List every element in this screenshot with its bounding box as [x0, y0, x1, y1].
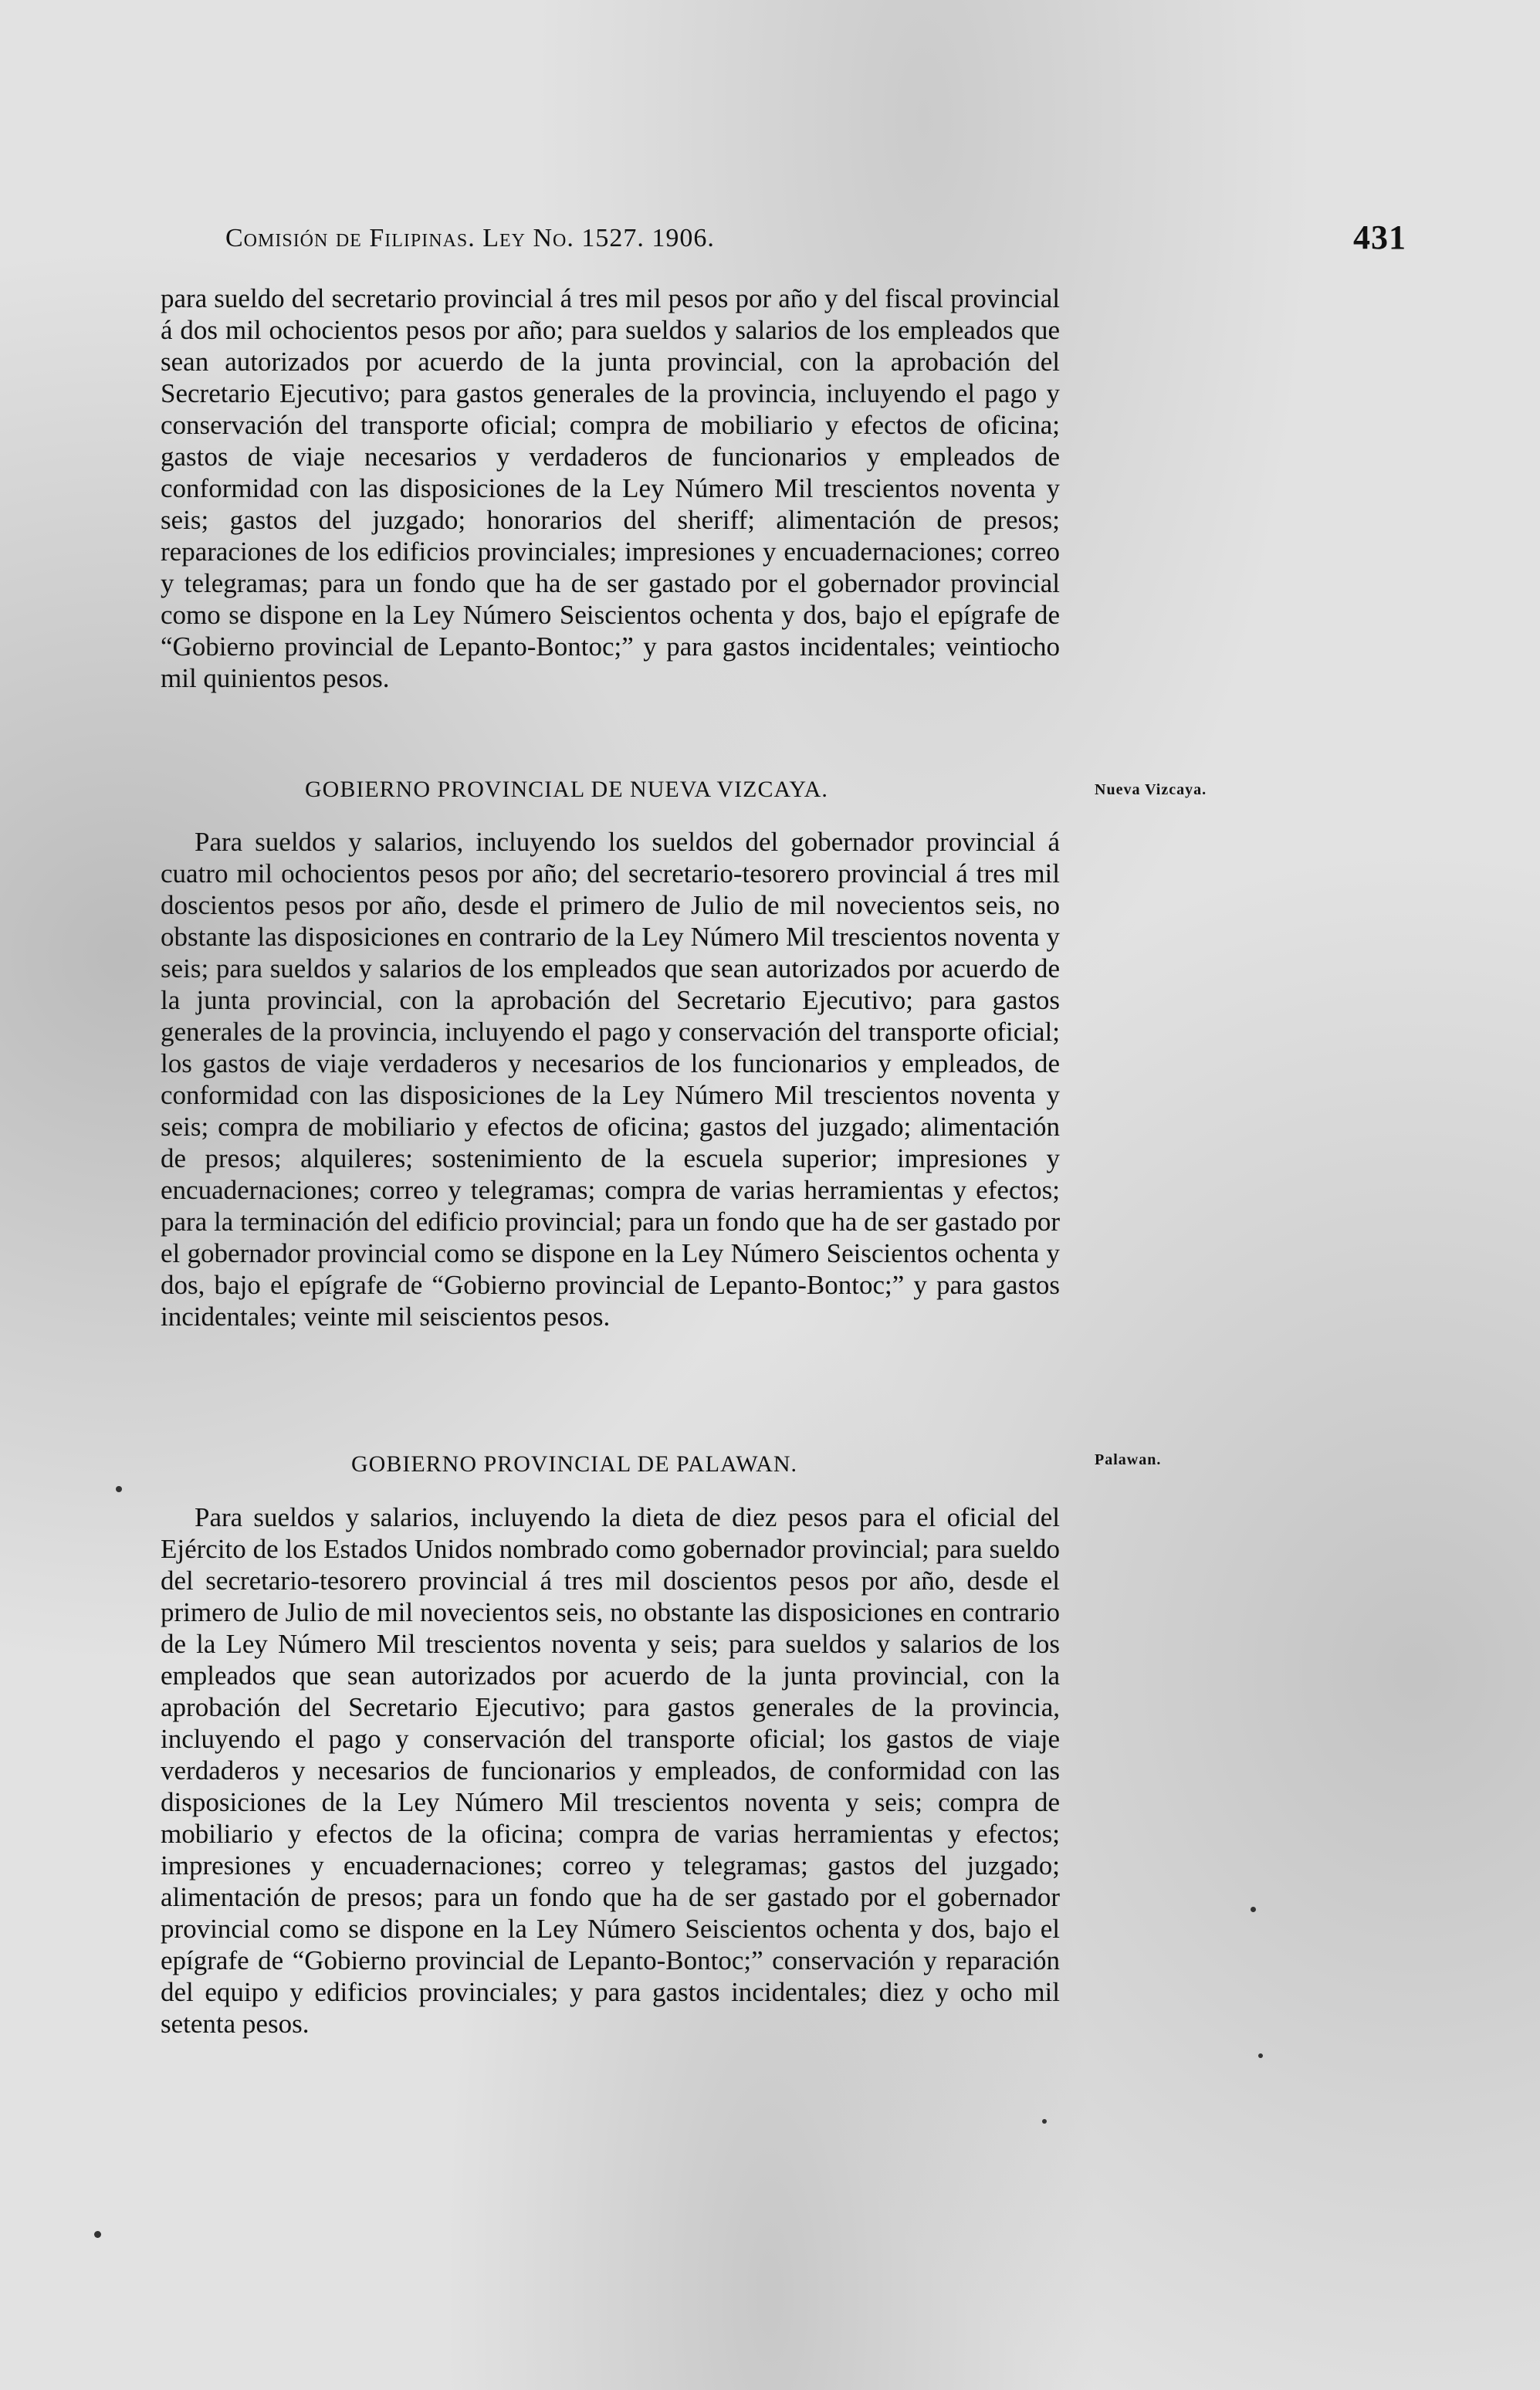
- scan-speck: [1042, 2119, 1047, 2124]
- section-heading-nueva-vizcaya: GOBIERNO PROVINCIAL DE NUEVA VIZCAYA.: [305, 777, 828, 802]
- scan-speck: [94, 2231, 101, 2238]
- section-heading-palawan: GOBIERNO PROVINCIAL DE PALAWAN.: [351, 1451, 798, 1477]
- scan-speck: [1258, 2053, 1263, 2058]
- page-number: 431: [1353, 218, 1406, 256]
- paragraph-palawan: Para sueldos y salarios, incluyendo la dieta de diez pesos para el oficial del Ejército de los Estados Unidos nombrado como gobernador provincial; para sueldo del secretario-tesorero provincial á tres mil doscientos pesos por año, desde el primero de Julio de mil novecientos seis, no obstante las disposiciones en contrario de la Ley Número Mil trescientos noventa y seis; para sueldos y salarios de los empleados que sean autorizados por acuerdo de la junta provincial, con la aprobación del Secretario Ejecutivo; para gastos generales de la provincia, incluyendo el pago y conservación del transporte oficial; los gastos de viaje verdaderos y necesarios de funcionarios y empleados, de conformidad con las disposiciones de la Ley Número Mil trescientos noventa y seis; compra de mobiliario y efectos de la oficina; compra de varias herramientas y efectos; impresiones y encuadernaciones; correo y telegramas; gastos del juzgado; alimentación de presos; para un fondo que ha de ser gastado por el gobernador provincial como se dispone en la Ley Número Seiscientos ochenta y dos, bajo el epígrafe de “Gobierno provincial de Lepanto-Bontoc;” conservación y reparación del equipo y edificios provinciales; y para gastos incidentales; diez y ocho mil setenta pesos.: [161, 1502, 1060, 2039]
- scan-speck: [116, 1486, 122, 1492]
- margin-note-palawan: Palawan.: [1095, 1451, 1162, 1468]
- running-head: Comisión de Filipinas. Ley No. 1527. 1906.: [225, 224, 715, 252]
- page-header: [225, 218, 1406, 256]
- paragraph-intro: para sueldo del secretario provincial á tres mil pesos por año y del fiscal provincial á dos mil ochocientos pesos por año; para sueldos y salarios de los empleados que sean autorizados por acuerdo de la junta provincial, con la aprobación del Secretario Ejecutivo; para gastos generales de la provincia, incluyendo el pago y conservación del transporte oficial; compra de mobiliario y efectos de oficina; gastos de viaje necesarios y verdaderos de funcionarios y empleados de conformidad con las disposiciones de la Ley Número Mil trescientos noventa y seis; gastos del juzgado; honorarios del sheriff; alimentación de presos; reparaciones de los edificios provinciales; impresiones y encuadernaciones; correo y telegramas; para un fondo que ha de ser gastado por el gobernador provincial como se dispone en la Ley Número Seiscientos ochenta y dos, bajo el epígrafe de “Gobierno provincial de Lepanto-Bontoc;” y para gastos incidentales; veintiocho mil quinientos pesos.: [161, 283, 1060, 693]
- paragraph-nueva-vizcaya: Para sueldos y salarios, incluyendo los sueldos del gobernador provincial á cuatro mil ochocientos pesos por año; del secretario-tesorero provincial á tres mil doscientos pesos por año, desde el primero de Julio de mil novecientos seis, no obstante las disposiciones en contrario de la Ley Número Mil trescientos noventa y seis; para sueldos y salarios de los empleados que sean autorizados por acuerdo de la junta provincial, con la aprobación del Secretario Ejecutivo; para gastos generales de la provincia, incluyendo el pago y conservación del transporte oficial; los gastos de viaje verdaderos y necesarios de los funcionarios y empleados, de conformidad con las disposiciones de la Ley Número Mil trescientos noventa y seis; compra de mobiliario y efectos de oficina; gastos del juzgado; alimentación de presos; alquileres; sostenimiento de la escuela superior; impresiones y encuadernaciones; correo y telegramas; compra de varias herramientas y efectos; para la terminación del edificio provincial; para un fondo que ha de ser gastado por el gobernador provincial como se dispone en la Ley Número Seiscientos ochenta y dos, bajo el epígrafe de “Gobierno provincial de Lepanto-Bontoc;” y para gastos incidentales; veinte mil seiscientos pesos.: [161, 827, 1060, 1332]
- scan-speck: [1251, 1907, 1256, 1912]
- margin-note-nueva-vizcaya: Nueva Vizcaya.: [1095, 781, 1207, 798]
